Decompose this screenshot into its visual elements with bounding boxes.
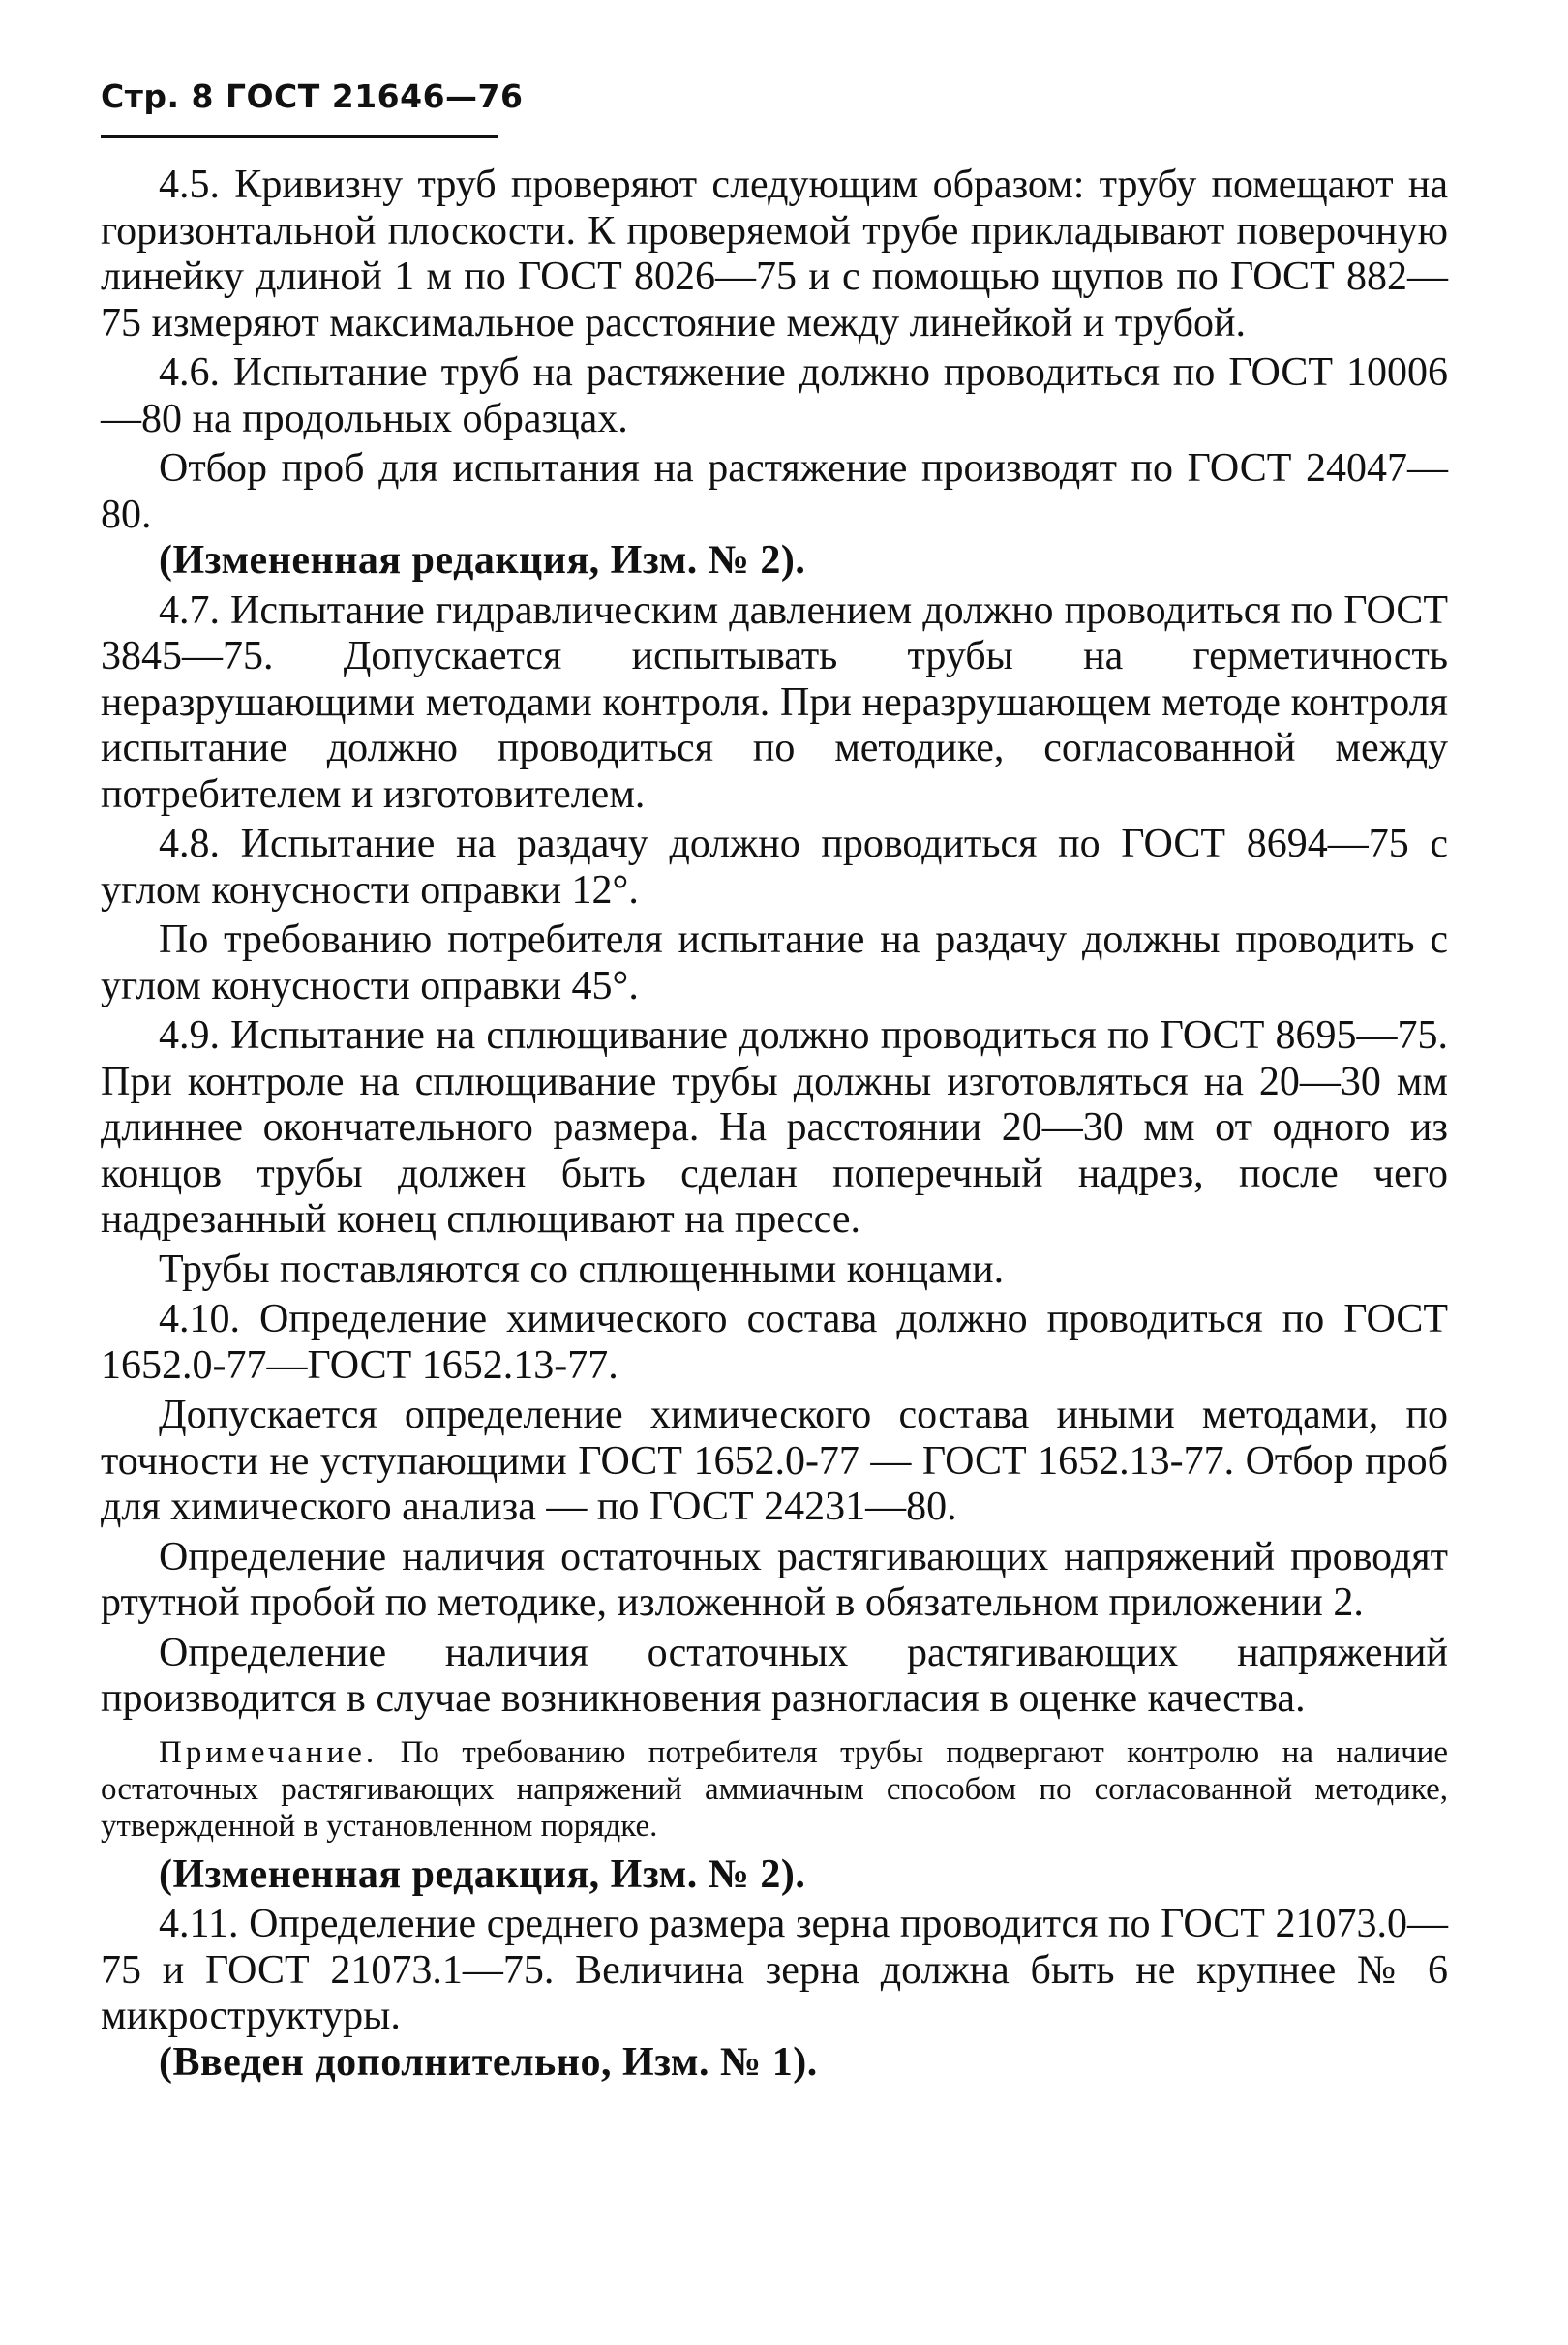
paragraph-4-10: 4.10. Определение химического состава должно проводиться по ГОСТ 1652.0-77—ГОСТ 1652.13-77. [101,1297,1448,1388]
paragraph-4-11: 4.11. Определение среднего размера зерна проводится по ГОСТ 21073.0—75 и ГОСТ 21073.1—75. Величина зерна должна быть не крупнее № 6 микроструктуры. [101,1902,1448,2038]
paragraph-residual-stress-method: Определение наличия остаточных растягивающих напряжений проводят ртутной пробой по методике, изложенной в обязательном приложении 2. [101,1534,1448,1625]
paragraph-4-8: 4.8. Испытание на раздачу должно проводиться по ГОСТ 8694—75 с углом конусности оправки 12°. [101,822,1448,913]
note-label: Примечание. [159,1734,378,1770]
paragraph-4-9: 4.9. Испытание на сплющивание должно проводиться по ГОСТ 8695—75. При контроле на сплющивание трубы должны изготовляться на 20—30 мм длиннее окончательного размера. На расстоянии 20—30 мм от одного из концов трубы должен быть сделан поперечный надрез, после чего надрезанный конец сплющивают на прессе. [101,1013,1448,1242]
revision-note: (Измененная редакция, Изм. № 2). [159,1851,806,1897]
revision-note: (Измененная редакция, Изм. № 2). [159,538,806,583]
paragraph-4-7: 4.7. Испытание гидравлическим давлением должно проводиться по ГОСТ 3845—75. Допускается испытывать трубы на герметичность неразрушающими методами контроля. При неразрушающем методе контроля испытание должно проводиться по методике, согласованной между потребителем и изготовителем. [101,587,1448,817]
paragraph-sampling-tensile: Отбор проб для испытания на растяжение производят по ГОСТ 24047—80. [101,446,1448,537]
paragraph-residual-stress-dispute: Определение наличия остаточных растягивающих напряжений производится в случае возникновения разногласия в оценке качества. [101,1630,1448,1721]
note-text: По требованию потребителя трубы подвергают контролю на наличие остаточных растягивающих напряжений аммиачным способом по согласованной методике, утвержденной в установленном порядке. [101,1734,1448,1844]
paragraph-flaring-45: По требованию потребителя испытание на раздачу должны проводить с углом конусности оправки 45°. [101,917,1448,1008]
paragraph-flattened-ends: Трубы поставляются со сплющенными концами. [159,1247,1005,1292]
header-divider [101,135,498,138]
addition-note: (Введен дополнительно, Изм. № 1). [159,2039,818,2085]
note [101,1734,1448,1845]
paragraph-4-5: 4.5. Кривизну труб проверяют следующим образом: трубу помещают на горизонтальной плоскости. К проверяемой трубе прикладывают поверочную линейку длиной 1 м по ГОСТ 8026—75 и с помощью щупов по ГОСТ 882—75 измеряют максимальное расстояние между линейкой и трубой. [101,163,1448,346]
document-body [101,163,1448,2086]
page-header: Стр. 8 ГОСТ 21646—76 [101,77,524,115]
paragraph-chemical-methods: Допускается определение химического состава иными методами, по точности не уступающими ГОСТ 1652.0-77 — ГОСТ 1652.13-77. Отбор проб для химического анализа — по ГОСТ 24231—80. [101,1393,1448,1529]
paragraph-4-6: 4.6. Испытание труб на растяжение должно проводиться по ГОСТ 10006—80 на продольных образцах. [101,350,1448,441]
